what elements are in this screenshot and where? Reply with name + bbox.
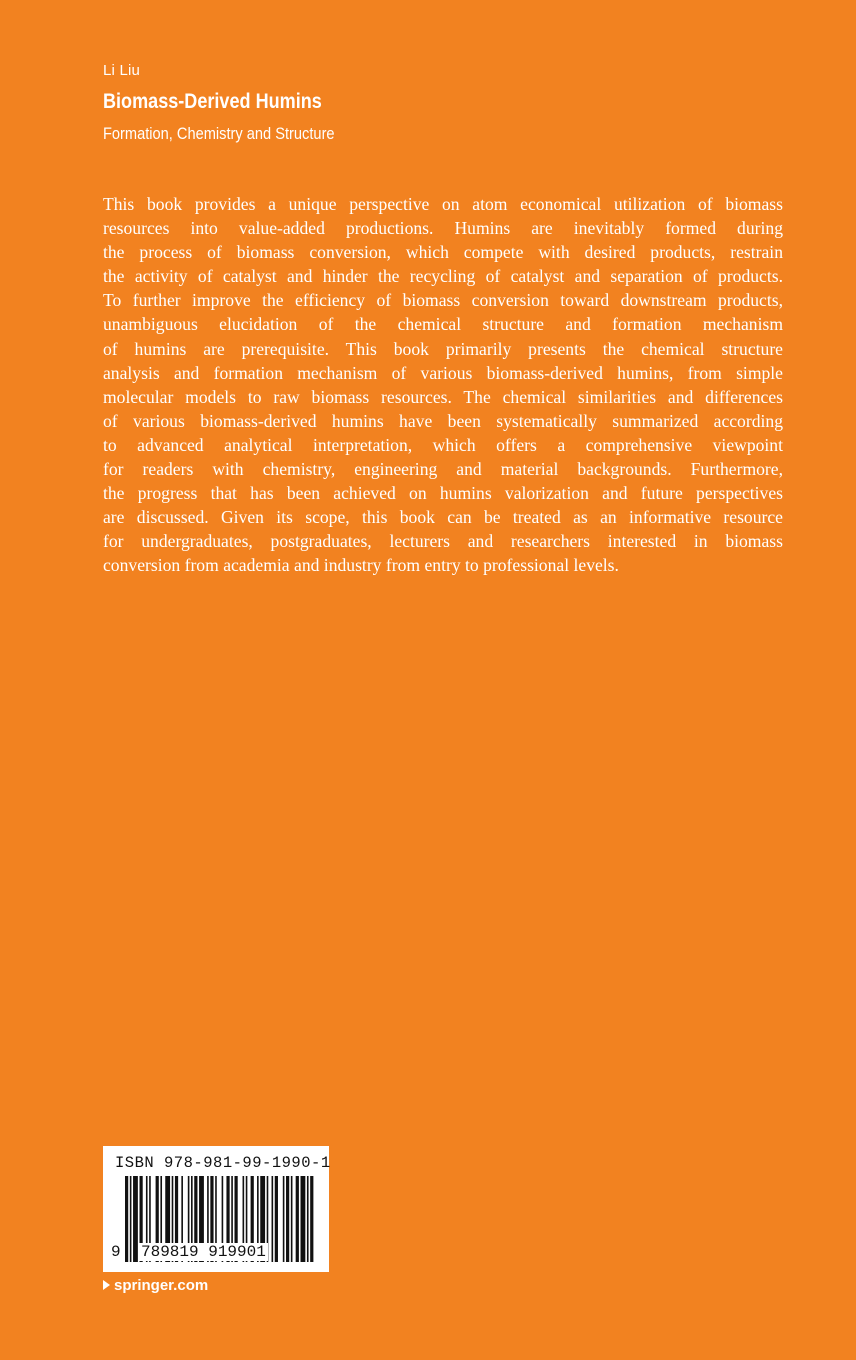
- barcode-bar: [286, 1176, 289, 1262]
- description-line: molecular models to raw biomass resources. The chemical similarities and differences: [103, 386, 783, 407]
- description-line: the process of biomass conversion, which compete with desired products, restrain: [103, 242, 783, 263]
- barcode-bar: [272, 1176, 274, 1262]
- author-name: Li Liu: [103, 62, 141, 79]
- barcode-bar: [307, 1176, 309, 1262]
- description-line: resources into value-added productions. Humins are inevitably formed during: [103, 218, 783, 239]
- publisher-link[interactable]: [103, 1277, 208, 1294]
- description-line: unambiguous elucidation of the chemical structure and formation mechanism: [103, 314, 783, 335]
- barcode-bar: [283, 1176, 285, 1262]
- description-line: To further improve the efficiency of biomass conversion toward downstream products,: [103, 290, 783, 311]
- isbn-label: ISBN 978-981-99-1990-1: [115, 1154, 331, 1172]
- description-line: This book provides a unique perspective on atom economical utilization of biomass: [103, 194, 783, 214]
- publisher-url: springer.com: [114, 1277, 209, 1294]
- barcode-bar: [301, 1176, 306, 1262]
- book-subtitle: Formation, Chemistry and Structure: [103, 124, 335, 143]
- isbn-barcode: [103, 1146, 329, 1272]
- description-paragraph: [103, 192, 783, 578]
- book-title: Biomass-Derived Humins: [103, 90, 322, 113]
- description-line: to advanced analytical interpretation, which offers a comprehensive viewpoint: [103, 434, 783, 455]
- description-line: of humins are prerequisite. This book primarily presents the chemical structure: [103, 338, 783, 359]
- description-line: for readers with chemistry, engineering and material backgrounds. Furthermore,: [103, 459, 783, 480]
- description-line: the activity of catalyst and hinder the recycling of catalyst and separation of products.: [103, 266, 783, 287]
- ean-digits: 789819 919901: [141, 1243, 266, 1261]
- barcode-bar: [296, 1176, 299, 1262]
- book-description: [103, 192, 783, 578]
- description-line: for undergraduates, postgraduates, lecturers and researchers interested in biomass: [103, 531, 783, 552]
- barcode-bar: [130, 1176, 132, 1262]
- description-line: of various biomass-derived humins have been systematically summarized according: [103, 410, 783, 431]
- play-arrow-icon: [103, 1280, 110, 1290]
- description-line: analysis and formation mechanism of various biomass-derived humins, from simple: [103, 362, 783, 383]
- barcode-bar: [125, 1176, 128, 1262]
- description-line: conversion from academia and industry from entry to professional levels.: [103, 555, 619, 576]
- description-line: are discussed. Given its scope, this book can be treated as an informative resource: [103, 507, 783, 528]
- barcode-bar: [275, 1176, 278, 1262]
- description-line: the progress that has been achieved on humins valorization and future perspectives: [103, 483, 783, 504]
- barcode-bar: [133, 1176, 138, 1262]
- ean-leading-digit: 9: [111, 1243, 121, 1261]
- barcode-bar: [291, 1176, 293, 1262]
- barcode-bar: [310, 1176, 313, 1262]
